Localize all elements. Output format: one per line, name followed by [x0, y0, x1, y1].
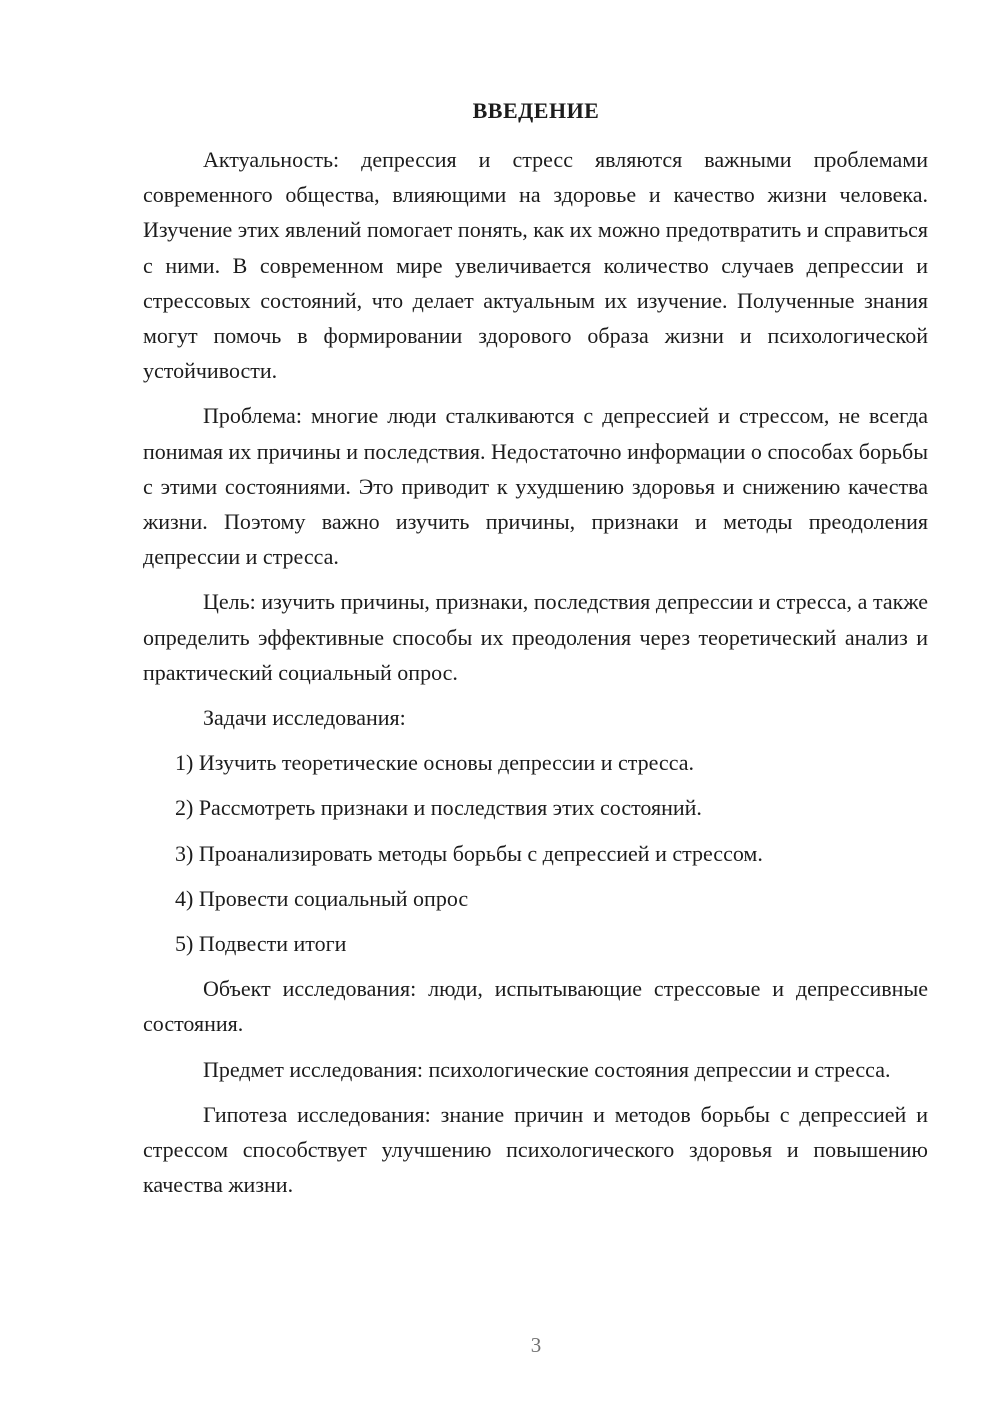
paragraph-goal: Цель: изучить причины, признаки, последствия депрессии и стресса, а также определить эффективные способы их преодоления через теоретический анализ и практический социальный опрос.: [143, 589, 928, 685]
body-text: [143, 142, 928, 1202]
page-number: 3: [530, 1333, 542, 1357]
paragraph-relevance: Актуальность: депрессия и стресс являются важными проблемами современного общества, влияющими на здоровье и качество жизни человека. Изучение этих явлений помогает понять, как их можно предотвратить и справиться с ними. В современном мире увеличивается количество случаев депрессии и стрессовых состояний, что делает актуальным их изучение. Полученные знания могут помочь в формировании здорового образа жизни и психологической устойчивости.: [143, 147, 928, 384]
paragraph-subject: Предмет исследования: психологические состояния депрессии и стресса.: [203, 1056, 891, 1082]
task-item: 3) Проанализировать методы борьбы с депрессией и стрессом.: [175, 840, 763, 866]
task-item: 2) Рассмотреть признаки и последствия этих состояний.: [175, 795, 702, 821]
tasks-title: Задачи исследования:: [203, 705, 406, 731]
task-item: 1) Изучить теоретические основы депрессии и стресса.: [175, 750, 694, 776]
paragraph-problem: Проблема: многие люди сталкиваются с депрессией и стрессом, не всегда понимая их причины и последствия. Недостаточно информации о способах борьбы с этими состояниями. Это приводит к ухудшению здоровья и снижению качества жизни. Поэтому важно изучить причины, признаки и методы преодоления депрессии и стресса.: [143, 403, 928, 570]
page-title: ВВЕДЕНИЕ: [472, 98, 600, 123]
tasks-list: [143, 745, 928, 961]
task-item: 4) Провести социальный опрос: [175, 885, 469, 911]
paragraph-object: Объект исследования: люди, испытывающие стрессовые и депрессивные состояния.: [143, 976, 928, 1037]
task-item: 5) Подвести итоги: [175, 931, 347, 957]
paragraph-hypothesis: Гипотеза исследования: знание причин и методов борьбы с депрессией и стрессом способствует улучшению психологического здоровья и повышению качества жизни.: [143, 1101, 928, 1198]
